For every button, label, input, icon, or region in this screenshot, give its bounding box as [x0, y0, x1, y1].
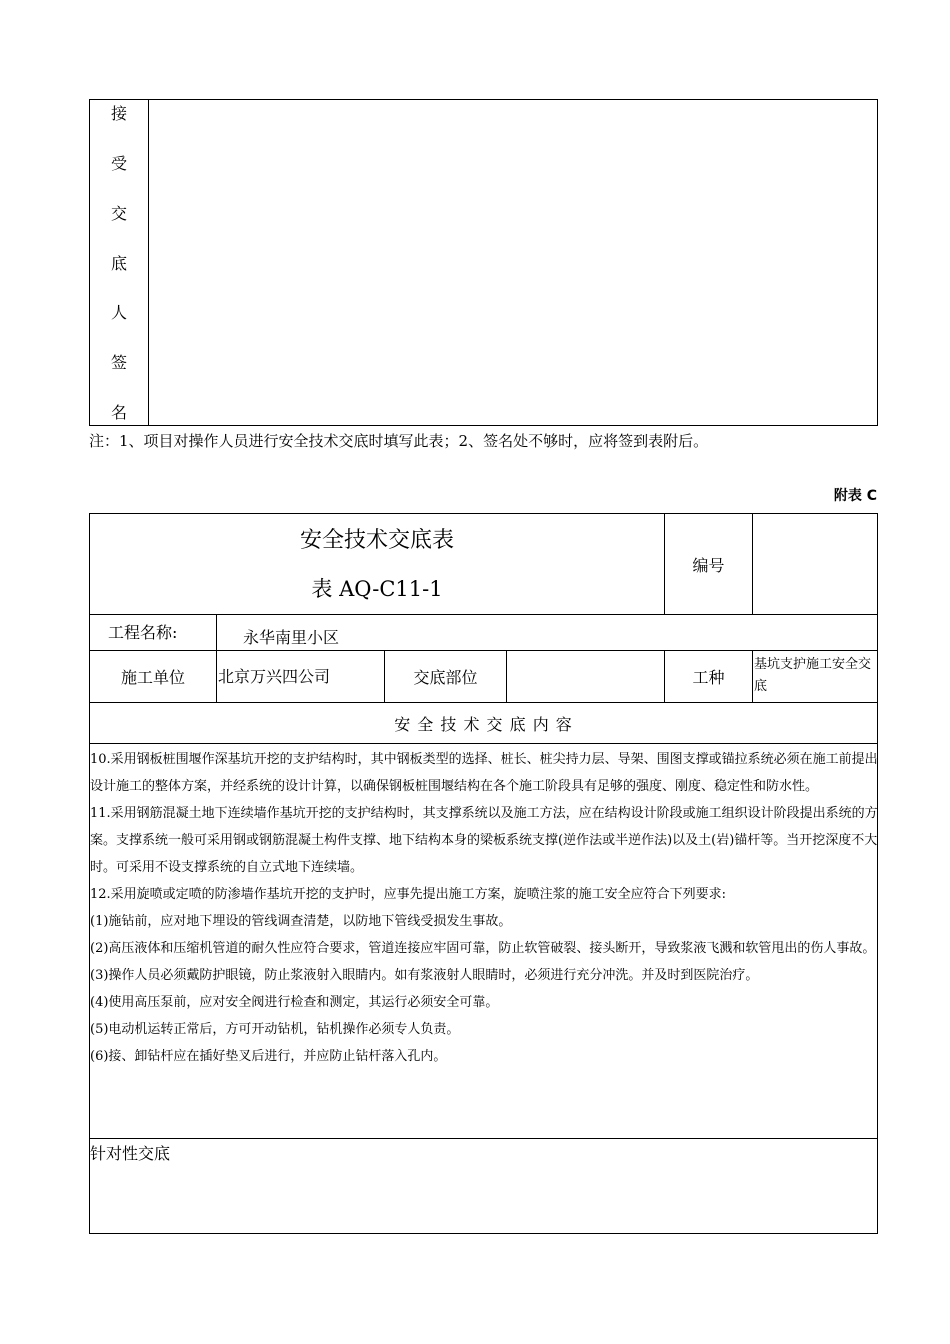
content-paragraph: 11.采用钢筋混凝土地下连续墙作基坑开挖的支护结构时，其支撑系统以及施工方法，应在结构设计阶段或施工组织设计阶段提出系统的方案。支撑系统一般可采用钢或钢筋混凝土构件支撑、地下结构本身的梁板系统支撑(逆作法或半逆作法)以及土(岩)锚杆等。当开挖深度不大时。可采用不设支撑系统的自立式地下连续墙。: [90, 806, 878, 875]
content-header: 安 全 技 术 交 底 内 容: [394, 714, 573, 734]
signature-label-char: 名: [110, 403, 127, 422]
signature-label-char: 接: [110, 104, 127, 123]
signature-label-char: 底: [110, 254, 127, 273]
content-paragraph: (6)接、卸钻杆应在插好垫叉后进行，并应防止钻杆落入孔内。: [90, 1049, 447, 1064]
disclosure-part-label: 交底部位: [413, 668, 478, 687]
form-code: 表 AQ-C11-1: [311, 577, 443, 601]
trade-value[interactable]: 基坑支护施工安全交底: [754, 657, 872, 694]
signature-label-char: 人: [110, 303, 127, 322]
targeted-disclosure-area[interactable]: [90, 1168, 877, 1232]
content-paragraph: (1)施钻前，应对地下埋设的管线调查清楚，以防地下管线受损发生事故。: [90, 914, 512, 929]
signature-label-char: 签: [110, 353, 127, 372]
construction-unit-value[interactable]: 北京万兴四公司: [218, 667, 331, 686]
content-paragraph: (5)电动机运转正常后，方可开动钻机，钻机操作必须专人负责。: [90, 1022, 460, 1037]
content-body: [90, 746, 878, 1070]
content-paragraph: (2)高压液体和压缩机管道的耐久性应符合要求，管道连接应牢固可靠，防止软管破裂、接头断开，导致浆液飞溅和软管甩出的伤人事故。: [90, 941, 876, 956]
project-name-label: 工程名称:: [108, 623, 178, 642]
construction-unit-label: 施工单位: [120, 668, 185, 687]
number-field[interactable]: [753, 514, 877, 614]
content-paragraph: (4)使用高压泵前，应对安全阀进行检查和测定，其运行必须安全可靠。: [90, 995, 499, 1010]
form-title: 安全技术交底表: [299, 528, 454, 553]
content-paragraph: (3)操作人员必须戴防护眼镜，防止浆液射入眼睛内。如有浆液射人眼睛时，必须进行充分冲洗。并及时到医院治疗。: [90, 968, 759, 983]
signature-area[interactable]: [149, 100, 877, 425]
content-paragraph: 10.采用钢板桩围堰作深基坑开挖的支护结构时，其中钢板类型的选择、桩长、桩尖持力层、导架、围图支撑或锚拉系统必须在施工前提出设计施工的整体方案，并经系统的设计计算，以确保钢板桩围堰结构在各个施工阶段具有足够的强度、刚度、稳定性和防水性。: [90, 752, 878, 794]
disclosure-part-value[interactable]: [507, 651, 664, 702]
form-note: 注：1、项目对操作人员进行安全技术交底时填写此表；2、签名处不够时，应将签到表附后。: [89, 432, 709, 450]
content-paragraph: 12.采用旋喷或定喷的防渗墙作基坑开挖的支护时，应事先提出施工方案，旋喷注浆的施工安全应符合下列要求:: [90, 887, 727, 902]
targeted-disclosure-label: 针对性交底: [90, 1144, 171, 1163]
appendix-label: 附表 C: [833, 488, 877, 504]
signature-label-char: 交: [110, 204, 127, 223]
trade-label: 工种: [692, 668, 725, 687]
number-label: 编号: [692, 555, 725, 575]
project-name-value[interactable]: 永华南里小区: [243, 628, 340, 647]
signature-label-char: 受: [110, 154, 127, 173]
